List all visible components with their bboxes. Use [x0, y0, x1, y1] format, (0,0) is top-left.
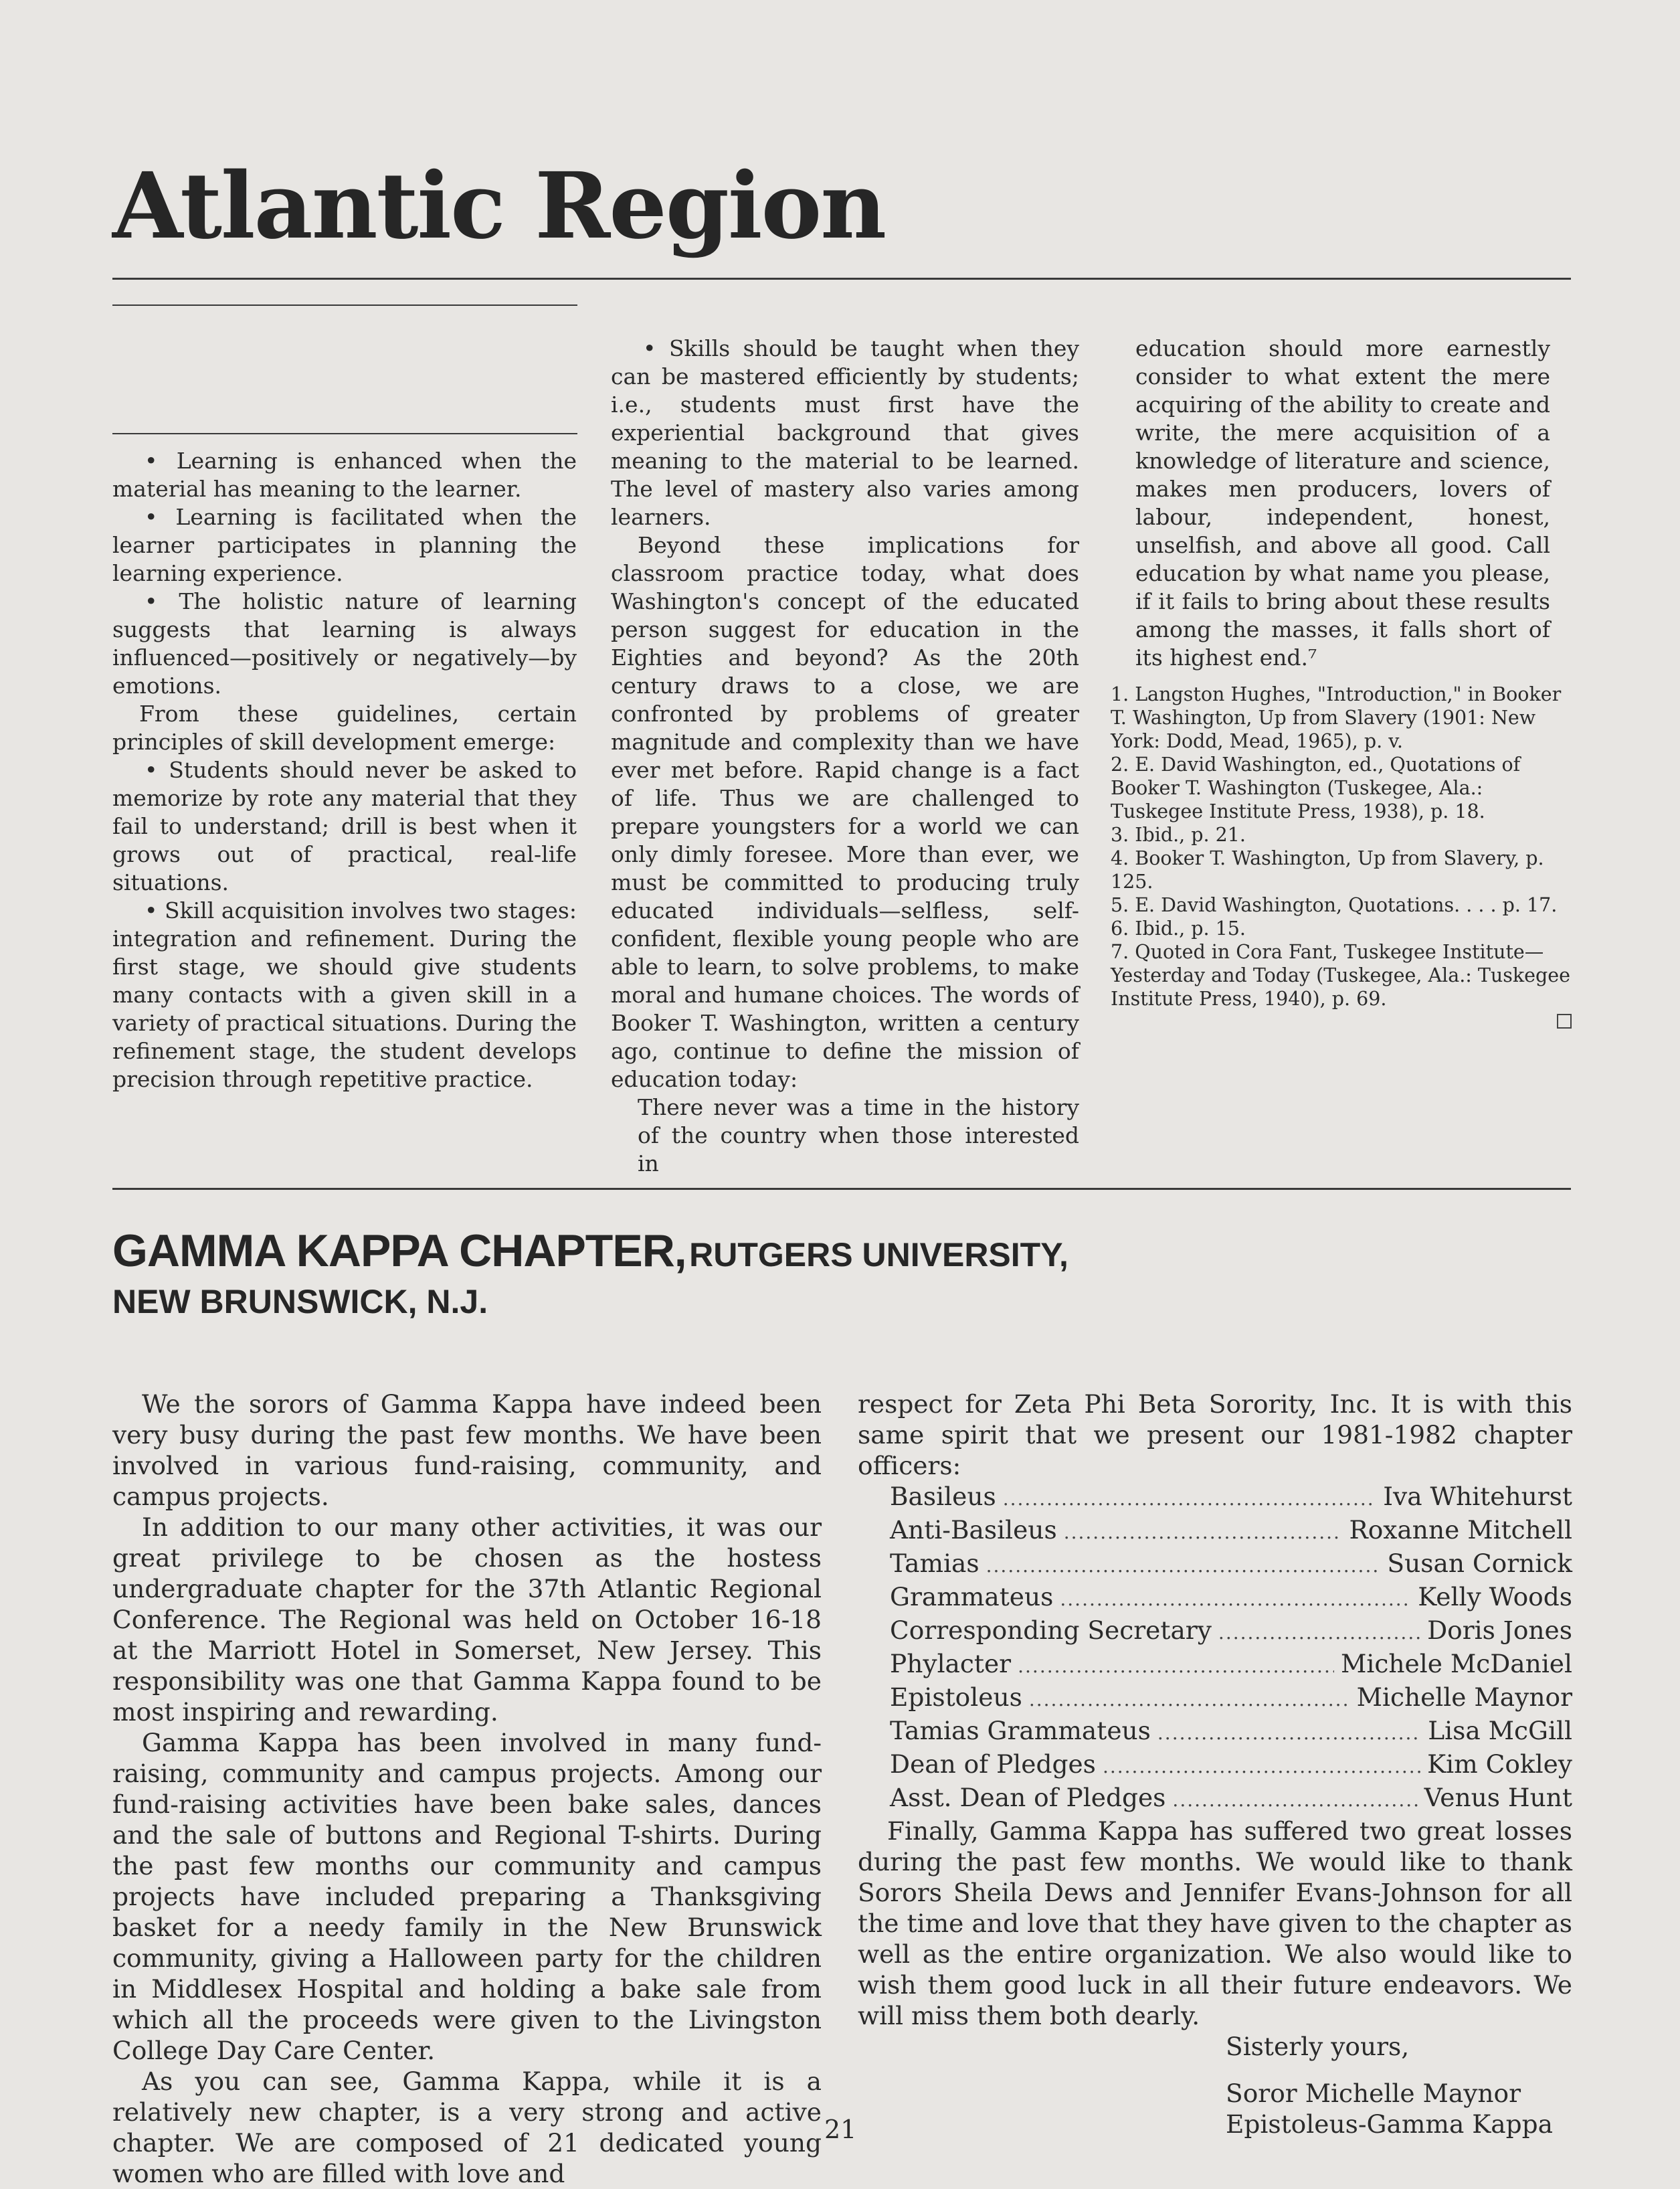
officer-row [890, 1548, 1572, 1581]
footnote: 5. E. David Washington, Quotations. . . . p. 17. [1111, 894, 1558, 916]
officer-row [890, 1682, 1572, 1715]
article-bullet: • Students should never be asked to memorize by rote any material that they fail to understand; drill is best when it grows out of practical, real-life situations. [112, 757, 577, 895]
officer-title: Corresponding Secretary [890, 1615, 1212, 1645]
officer-name: Kim Cokley [1427, 1749, 1572, 1779]
officer-row [890, 1749, 1572, 1782]
article-paragraph: Beyond these implications for classroom practice today, what does Washington's concept of the educated person suggest for education in the Eighties and beyond? As the 20th century draws to a close, we are confronted by problems of greater magnitude and complexity than we have ever met before. Rapid change is a fact of life. Thus we are challenged to prepare youngsters for a world we can only dimly foresee. More than ever, we must be committed to producing truly educated individuals—selfless, self-confident, flexible young people who are able to learn, to solve problems, to make moral and humane choices. The words of Booker T. Washington, written a century ago, continue to define the mission of education today: [611, 532, 1079, 1092]
footnote-last-row [1111, 940, 1576, 1011]
leader-dots [1103, 1751, 1420, 1782]
footnote: 2. E. David Washington, ed., Quotations of Booker T. Washington (Tuskegee, Ala.: Tuskegee Institute Press, 1938), p. 18. [1111, 754, 1521, 822]
leader-dots [1060, 1584, 1411, 1615]
footnote: 7. Quoted in Cora Fant, Tuskegee Institute—Yesterday and Today (Tuskegee, Ala.: Tuskegee Institute Press, 1940), p. 69. [1111, 941, 1571, 1010]
block-quote-start: There never was a time in the history of the country when those interested in [638, 1094, 1079, 1176]
officer-title: Asst. Dean of Pledges [890, 1783, 1166, 1812]
chapter-paragraph: We the sorors of Gamma Kappa have indeed been very busy during the past few months. We have been involved in various fund-raising, community, and campus projects. [112, 1389, 822, 1511]
leader-dots [1218, 1617, 1420, 1648]
officer-title: Phylacter [890, 1649, 1012, 1678]
page-number: 21 [824, 2115, 857, 2144]
officer-title: Anti-Basileus [890, 1515, 1057, 1545]
article-bullet: • Skills should be taught when they can be mastered efficiently by students; i.e., students must first have the experiential background that gives meaning to the material to be learned. The level of mastery also varies among learners. [611, 335, 1079, 530]
officer-name: Venus Hunt [1424, 1783, 1572, 1812]
article-bullet: • The holistic nature of learning suggests that learning is always influenced—positively or negatively—by emotions. [112, 588, 577, 699]
chapter-name: GAMMA KAPPA CHAPTER, [112, 1225, 686, 1276]
footnote: 4. Booker T. Washington, Up from Slavery, p. 125. [1111, 847, 1544, 893]
signer-title: Epistoleus-Gamma Kappa [1226, 2109, 1553, 2139]
officer-title: Tamias Grammateus [890, 1716, 1151, 1745]
footnotes [1111, 683, 1576, 1034]
leader-dots [1064, 1517, 1343, 1548]
officer-name: Roxanne Mitchell [1349, 1515, 1572, 1545]
article-column-1 [112, 447, 577, 1093]
leader-dots [1029, 1684, 1350, 1715]
article-column-2 [611, 335, 1079, 1178]
officer-name: Michele McDaniel [1341, 1649, 1572, 1678]
officer-title: Tamias [890, 1549, 979, 1578]
officer-title: Grammateus [890, 1582, 1054, 1611]
end-square-icon [1557, 1014, 1572, 1029]
officer-row [890, 1514, 1572, 1548]
article-bullet: • Learning is enhanced when the material has meaning to the learner. [112, 448, 577, 502]
officer-row [890, 1648, 1572, 1682]
officer-name: Susan Cornick [1387, 1549, 1572, 1578]
officer-row [890, 1581, 1572, 1615]
footnote: 3. Ibid., p. 21. [1111, 824, 1246, 846]
article-bullet: • Skill acquisition involves two stages: integration and refinement. During the first stage, we should give students many contacts with a given skill in a variety of practical situations. During the refinement stage, the student develops precision through repetitive practice. [112, 897, 577, 1092]
leader-dots [1018, 1651, 1334, 1682]
leader-dots [1003, 1484, 1376, 1514]
footnote: 6. Ibid., p. 15. [1111, 917, 1246, 940]
sign-off: Sisterly yours, [1226, 2032, 1410, 2061]
officers-intro: respect for Zeta Phi Beta Sorority, Inc. It is with this same spirit that we present our 1981-1982 chapter officers: [858, 1389, 1572, 1480]
chapter-school: RUTGERS UNIVERSITY, [689, 1236, 1068, 1274]
chapter-right-column [858, 1389, 1572, 2139]
closing-paragraph: Finally, Gamma Kappa has suffered two great losses during the past few months. We would like to thank Sorors Sheila Dews and Jennifer Evans-Johnson for all the time and love that they have given to the chapter as well as the entire organization. We also would like to wish them good luck in all their future endeavors. We will miss them both dearly. [858, 1816, 1572, 2030]
chapter-paragraph: As you can see, Gamma Kappa, while it is a relatively new chapter, is a very strong and active chapter. We are composed of 21 dedicated young women who are filled with love and [112, 2067, 822, 2188]
officer-name: Michelle Maynor [1356, 1682, 1572, 1712]
officer-name: Kelly Woods [1418, 1582, 1572, 1611]
article-paragraph: From these guidelines, certain principles of skill development emerge: [112, 701, 577, 755]
officer-name: Iva Whitehurst [1383, 1482, 1572, 1511]
chapter-location: NEW BRUNSWICK, N.J. [112, 1283, 488, 1320]
signature-block [1226, 2031, 1572, 2139]
officer-title: Basileus [890, 1482, 996, 1511]
officer-row [890, 1715, 1572, 1749]
leader-dots [1157, 1718, 1421, 1749]
officer-name: Lisa McGill [1428, 1716, 1572, 1745]
chapter-paragraph: In addition to our many other activities, it was our great privilege to be chosen as the hostess undergraduate chapter for the 37th Atlantic Regional Conference. The Regional was held on October 16-18 at the Marriott Hotel in Somerset, New Jersey. This responsibility was one that Gamma Kappa found to be most inspiring and rewarding. [112, 1512, 822, 1727]
article-bullet: • Learning is facilitated when the learner participates in planning the learning experience. [112, 504, 577, 586]
officer-title: Epistoleus [890, 1682, 1022, 1712]
title-rule [112, 278, 1571, 280]
column-rule-2 [112, 433, 577, 434]
chapter-left-column [112, 1389, 822, 2189]
column-top-rule [112, 304, 577, 306]
officer-row [890, 1615, 1572, 1648]
leader-dots [1172, 1785, 1417, 1816]
officer-row [890, 1481, 1572, 1514]
footnote: 1. Langston Hughes, "Introduction," in Booker T. Washington, Up from Slavery (1901: New York: Dodd, Mead, 1965), p. v. [1111, 683, 1562, 752]
article-column-3 [1135, 335, 1550, 672]
officer-list [890, 1481, 1572, 1816]
end-mark [1111, 1011, 1576, 1034]
officer-title: Dean of Pledges [890, 1749, 1096, 1779]
region-title: Atlantic Region [112, 153, 886, 260]
officer-row [890, 1782, 1572, 1816]
signer-name: Soror Michelle Maynor [1226, 2079, 1521, 2108]
officer-name: Doris Jones [1427, 1615, 1572, 1645]
section-rule [112, 1188, 1571, 1190]
chapter-heading [112, 1225, 1068, 1321]
chapter-paragraph: Gamma Kappa has been involved in many fund-raising, community and campus projects. Among our fund-raising activities have been bake sales, dances and the sale of buttons and Regional T-shirts. During the past few months our community and campus projects have included preparing a Thanksgiving basket for a needy family in the New Brunswick community, giving a Halloween party for the children in Middlesex Hospital and holding a bake sale from which all the proceeds were given to the Livingston College Day Care Center. [112, 1728, 822, 2065]
leader-dots [986, 1551, 1381, 1581]
block-quote-end: education should more earnestly consider to what extent the mere acquiring of the ability to create and write, the mere acquisition of a knowledge of literature and science, makes men producers, lovers of labour, independent, honest, unselfish, and above all good. Call education by what name you please, if it fails to bring about these results among the masses, it falls short of its highest end.⁷ [1135, 335, 1550, 671]
